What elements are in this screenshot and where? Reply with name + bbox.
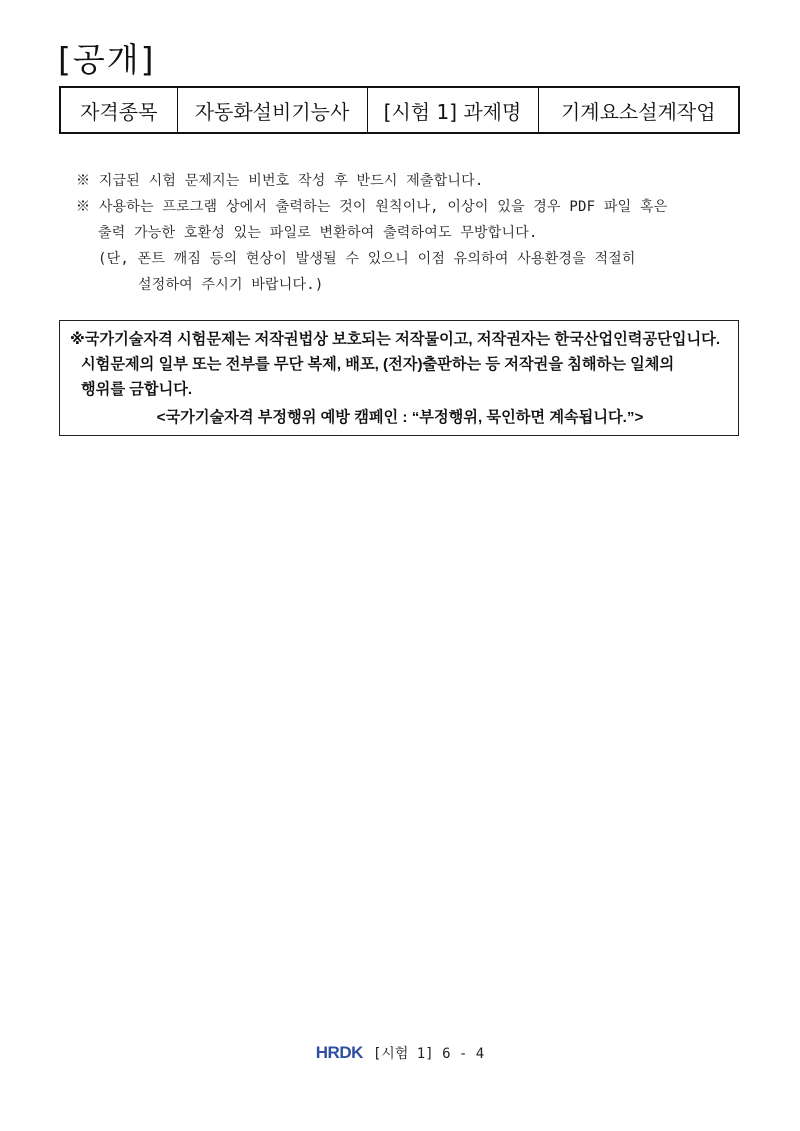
- exam-info-table: [59, 86, 740, 134]
- category-label: 자격종목: [60, 87, 177, 133]
- instruction-line: (단, 폰트 깨짐 등의 현상이 발생될 수 있으니 이점 유의하여 사용환경을 적절히: [98, 251, 636, 267]
- instruction-line: 설정하여 주시기 바랍니다.): [138, 277, 324, 293]
- copyright-line: 시험문제의 일부 또는 전부를 무단 복제, 배포, (전자)출판하는 등 저작권을 침해하는 일체의: [81, 356, 675, 373]
- copyright-notice-box: [59, 320, 739, 436]
- exam-info-row: [60, 87, 739, 133]
- public-tag: [공개]: [58, 40, 156, 79]
- exam-task-label: [시험 1] 과제명: [367, 87, 538, 133]
- copyright-line: 행위를 금합니다.: [81, 381, 193, 398]
- category-value: 자동화설비기능사: [177, 87, 367, 133]
- instruction-line: 출력 가능한 호환성 있는 파일로 변환하여 출력하여도 무방합니다.: [98, 225, 538, 241]
- page-footer: [0, 1043, 800, 1063]
- instruction-line: ※ 지급된 시험 문제지는 비번호 작성 후 반드시 제출합니다.: [76, 173, 484, 189]
- hrdk-logo: HRDK: [315, 1043, 363, 1062]
- instruction-line: ※ 사용하는 프로그램 상에서 출력하는 것이 원칙이나, 이상이 있을 경우 PDF 파일 혹은: [76, 199, 668, 215]
- task-value: 기계요소설계작업: [538, 87, 739, 133]
- copyright-line: ※국가기술자격 시험문제는 저작권법상 보호되는 저작물이고, 저작권자는 한국산업인력공단입니다.: [70, 331, 721, 348]
- campaign-slogan: <국가기술자격 부정행위 예방 캠페인 : “부정행위, 묵인하면 계속됩니다.”>: [156, 409, 644, 426]
- page-number: [시험 1] 6 - 4: [372, 1046, 485, 1062]
- instructions: [76, 168, 756, 298]
